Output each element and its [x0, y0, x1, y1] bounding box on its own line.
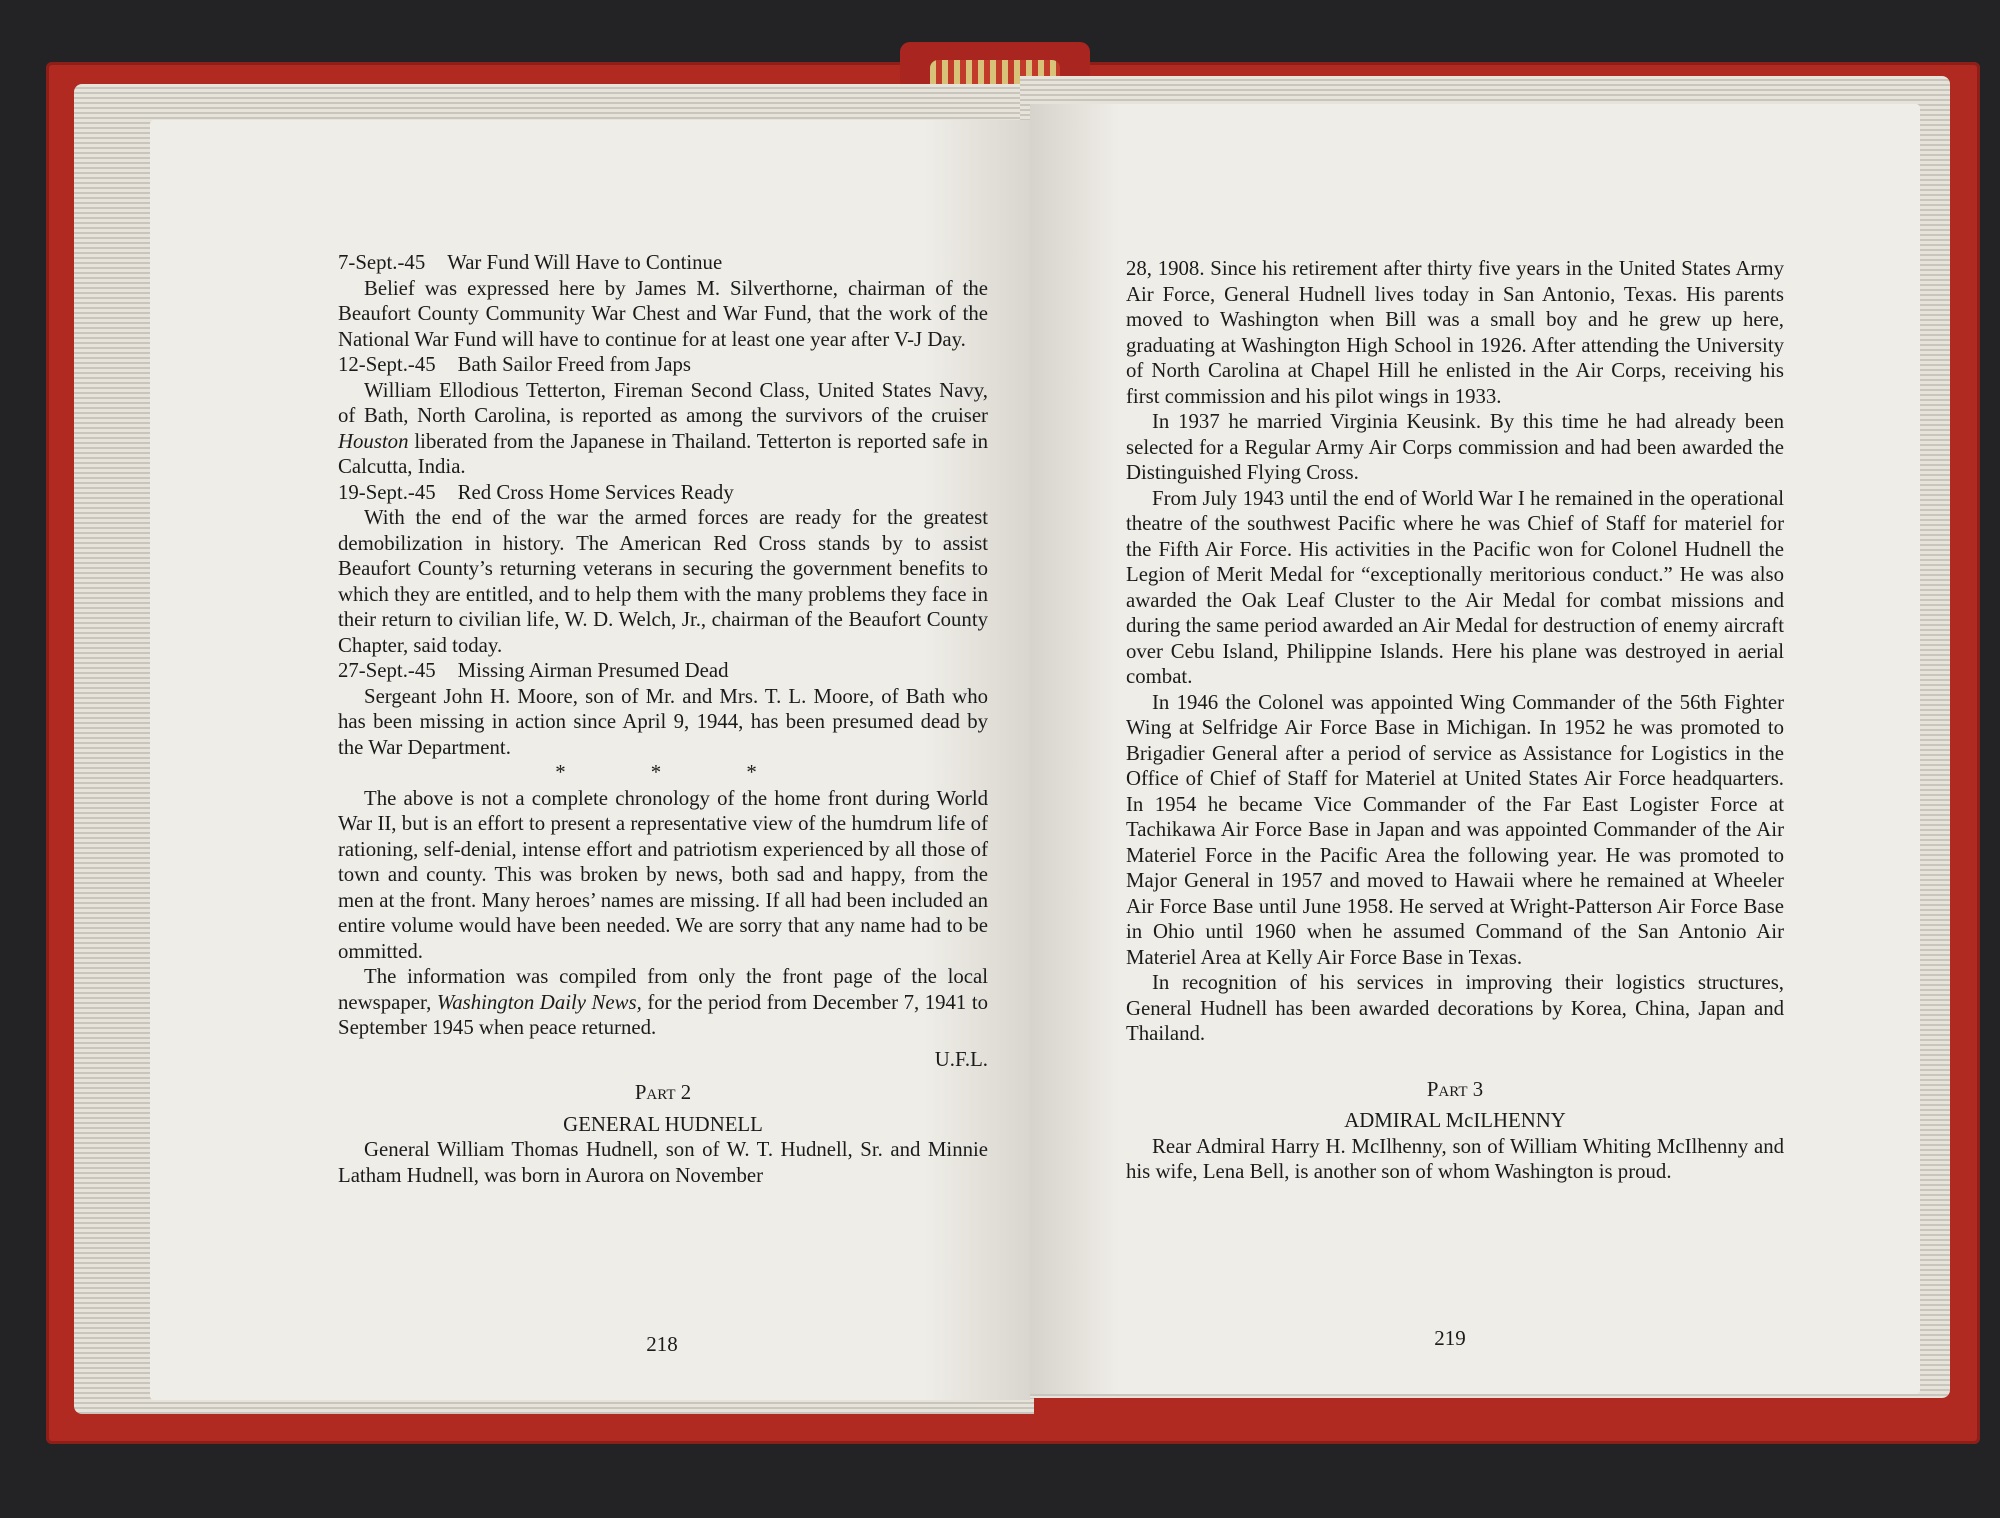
section-break: * * *: [555, 761, 797, 784]
body-paragraph: In 1946 the Colonel was appointed Wing Commander of the 56th Fighter Wing at Selfridge Air Force Base in Michigan. In 1952 he was promoted to Brigadier General after a period of service as Assistance for Logistics in the Office of Chief of Staff for Materiel at United States Air Force headquarters. In 1954 he became Vice Commander of the Far East Logister Force at Tachikawa Air Force Base in Japan and was appointed Commander of the Air Materiel Force in the Pacific Area the following year. He was promoted to Major General in 1957 and moved to Hawaii where he remained at Wheeler Air Force Base until June 1958. He served at Wright-Patterson Air Force Base in Ohio until 1960 when he assumed Command of the San Antonio Air Materiel Area at Kelly Air Force Base in Texas.: [1126, 690, 1784, 969]
page-number: 218: [646, 1332, 678, 1356]
signature: U.F.L.: [934, 1047, 988, 1071]
right-page-text: [1126, 256, 1784, 1185]
body-paragraph: From July 1943 until the end of World War I he remained in the operational theatre of the southwest Pacific where he was Chief of Staff for materiel for the Fifth Air Force. His activities in the Pacific won for Colonel Hudnell the Legion of Merit Medal for “exceptionally meritorious conduct.” He was also awarded the Oak Leaf Cluster to the Air Medal for combat missions and during the same period awarded an Air Medal for destruction of enemy aircraft over Cebu Island, Philippine Islands. Here his plane was destroyed in aerial combat.: [1126, 486, 1784, 688]
part-title: GENERAL HUDNELL: [563, 1112, 763, 1136]
entry-body: Belief was expressed here by James M. Silverthorne, chairman of the Beaufort County Community War Chest and War Fund, that the work of the National War Fund will have to continue for at least one year after V-J Day.: [338, 276, 988, 351]
part-intro: General William Thomas Hudnell, son of W. T. Hudnell, Sr. and Minnie Latham Hudnell, was born in Aurora on November: [338, 1138, 988, 1187]
body-paragraph: In recognition of his services in improving their logistics structures, General Hudnell has been awarded decorations by Korea, China, Japan and Thailand.: [1126, 971, 1784, 1045]
part-label: Part 2: [634, 1081, 692, 1104]
page-number: 219: [1434, 1326, 1466, 1350]
entry-body: William Ellodious Tetterton, Fireman Second Class, United States Navy, of Bath, North Carolina, is reported as among the survivors of the cruiser Houston liberated from the Japanese in Thailand. Tetterton is reported safe in Calcutta, India.: [338, 378, 988, 478]
summary-paragraph: The information was compiled from only the front page of the local newspaper, Washington Daily News, for the period from December 7, 1941 to September 1945 when peace returned.: [338, 965, 988, 1039]
entry-heading: 19-Sept.-45 Red Cross Home Services Ready: [338, 480, 734, 504]
part-label: Part 3: [1426, 1077, 1484, 1101]
left-page: [150, 120, 1030, 1400]
body-paragraph: In 1937 he married Virginia Keusink. By this time he had already been selected for a Regular Army Air Corps commission and had been awarded the Distinguished Flying Cross.: [1126, 410, 1784, 484]
part-intro: Rear Admiral Harry H. McIlhenny, son of William Whiting McIlhenny and his wife, Lena Bell, is another son of whom Washington is proud.: [1126, 1134, 1784, 1183]
entry-heading: 7-Sept.-45 War Fund Will Have to Continue: [338, 251, 723, 274]
body-paragraph: 28, 1908. Since his retirement after thirty five years in the United States Army Air Force, General Hudnell lives today in San Antonio, Texas. His parents moved to Washington when Bill was a small boy and he grew up here, graduating at Washington High School in 1926. After attending the University of North Carolina at Chapel Hill he enlisted in the Air Corps, receiving his first commission and his pilot wings in 1933.: [1126, 257, 1784, 408]
entry-body: Sergeant John H. Moore, son of Mr. and Mrs. T. L. Moore, of Bath who has been missing in action since April 9, 1944, has been presumed dead by the War Department.: [338, 684, 988, 759]
entry-body: With the end of the war the armed forces are ready for the greatest demobilization in history. The American Red Cross stands by to assist Beaufort County’s returning veterans in securing the government benefits to which they are entitled, and to help them with the many problems they face in their return to civilian life, W. D. Welch, Jr., chairman of the Beaufort County Chapter, said today.: [338, 506, 988, 657]
right-page: [1030, 104, 1920, 1394]
entry-heading: 12-Sept.-45 Bath Sailor Freed from Japs: [338, 353, 691, 376]
part-title: ADMIRAL McILHENNY: [1344, 1109, 1566, 1132]
summary-paragraph: The above is not a complete chronology of the home front during World War II, but is an effort to present a representative view of the humdrum life of rationing, self-denial, intense effort and patriotism experienced by all those of town and county. This was broken by news, both sad and happy, from the men at the front. Many heroes’ names are missing. If all had been included an entire volume would have been needed. We are sorry that any name had to be ommitted.: [338, 786, 988, 963]
entry-heading: 27-Sept.-45 Missing Airman Presumed Dead: [338, 659, 729, 682]
left-page-text: [338, 250, 988, 1188]
